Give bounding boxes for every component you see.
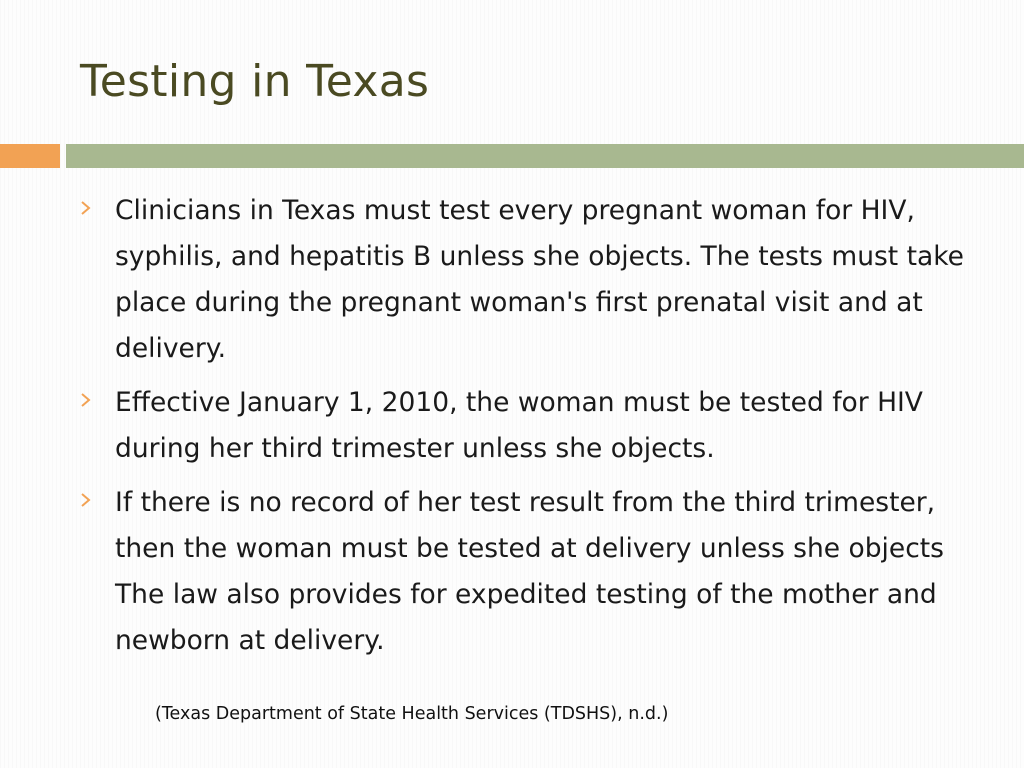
bullet-item — [80, 188, 985, 372]
bullet-text: Effective January 1, 2010, the woman must be tested for HIV during her third trimester unless she objects. — [115, 387, 923, 464]
bullet-text: Clinicians in Texas must test every pregnant woman for HIV, syphilis, and hepatitis B unless she objects. The tests must take place during the pregnant woman's first prenatal visit and at delivery. — [115, 195, 964, 364]
bullet-item — [80, 380, 985, 472]
bullet-item — [80, 480, 985, 664]
accent-bar-orange — [0, 144, 60, 168]
bullet-text: If there is no record of her test result from the third trimester, then the woman must be tested at delivery unless she objects The law also provides for expedited testing of the mother and newborn at delivery. — [115, 487, 944, 656]
chevron-right-icon — [80, 392, 92, 408]
bullet-list — [80, 188, 985, 672]
accent-bar-green — [66, 144, 1024, 168]
chevron-right-icon — [80, 200, 92, 216]
chevron-right-icon — [80, 492, 92, 508]
slide-title: Testing in Texas — [80, 56, 430, 107]
citation: (Texas Department of State Health Services (TDSHS), n.d.) — [155, 704, 669, 724]
